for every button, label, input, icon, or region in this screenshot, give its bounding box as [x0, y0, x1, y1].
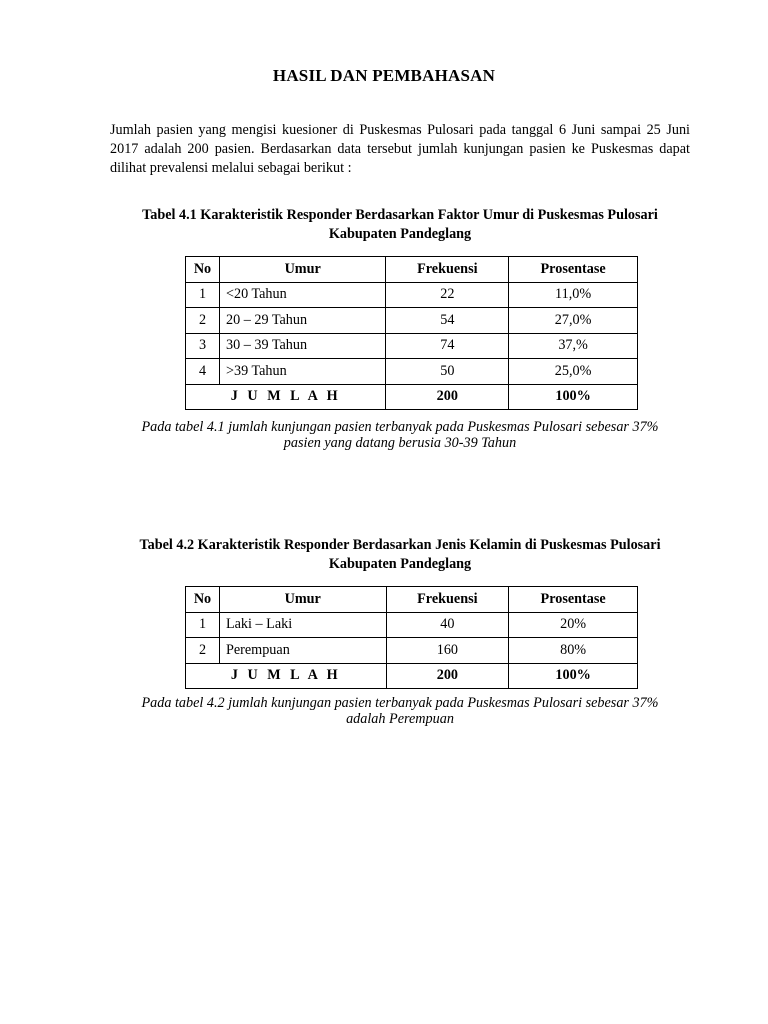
intro-paragraph: Jumlah pasien yang mengisi kuesioner di Puskesmas Pulosari pada tanggal 6 Juni sampai 25 Juni 2017 adalah 200 pasien. Berdasarkan data tersebut jumlah kunjungan pasien ke Puskesmas dapat dilihat prevalensi melalui sebagai berikut : — [110, 122, 690, 176]
row-no: 1 — [186, 612, 220, 638]
row-no: 2 — [186, 308, 220, 334]
table1-header-frequency: Frekuensi — [386, 257, 509, 283]
table2-note-line2: adalah Perempuan — [346, 711, 454, 727]
table2-header-category: Umur — [219, 587, 386, 613]
total-label: J U M L A H — [186, 384, 386, 410]
row-frequency: 22 — [386, 282, 509, 308]
row-percentage: 11,0% — [509, 282, 638, 308]
total-frequency: 200 — [386, 384, 509, 410]
table2-caption — [100, 536, 700, 574]
table1 — [185, 256, 638, 410]
table2-header-row — [186, 587, 638, 613]
table1-caption-line1: Tabel 4.1 Karakteristik Responder Berdasarkan Faktor Umur di Puskesmas Pulosari — [142, 207, 658, 223]
row-category: >39 Tahun — [219, 359, 385, 385]
table2-note — [100, 695, 700, 727]
table2-total-row — [186, 663, 638, 689]
row-frequency: 54 — [386, 308, 509, 334]
table-row — [186, 308, 638, 334]
total-percentage: 100% — [509, 384, 638, 410]
table-row — [186, 282, 638, 308]
row-percentage: 80% — [509, 638, 638, 664]
row-frequency: 160 — [386, 638, 509, 664]
table1-note — [100, 419, 700, 451]
table1-note-line2: pasien yang datang berusia 30-39 Tahun — [283, 435, 517, 451]
row-no: 3 — [186, 333, 220, 359]
table1-header-percentage: Prosentase — [509, 257, 638, 283]
table1-caption-line2: Kabupaten Pandeglang — [328, 226, 472, 242]
row-category: 30 – 39 Tahun — [219, 333, 385, 359]
table-row — [186, 333, 638, 359]
row-category: Perempuan — [219, 638, 386, 664]
row-percentage: 27,0% — [509, 308, 638, 334]
page-title: HASIL DAN PEMBAHASAN — [272, 66, 496, 85]
row-no: 2 — [186, 638, 220, 664]
table2-header-percentage: Prosentase — [509, 587, 638, 613]
table2-header-frequency: Frekuensi — [386, 587, 509, 613]
total-label: J U M L A H — [186, 663, 387, 689]
row-percentage: 20% — [509, 612, 638, 638]
row-category: <20 Tahun — [219, 282, 385, 308]
table1-total-row — [186, 384, 638, 410]
table1-note-line1: Pada tabel 4.1 jumlah kunjungan pasien terbanyak pada Puskesmas Pulosari sebesar 37% — [141, 419, 659, 435]
row-category: 20 – 29 Tahun — [219, 308, 385, 334]
table2-caption-line1: Tabel 4.2 Karakteristik Responder Berdasarkan Jenis Kelamin di Puskesmas Pulosari — [139, 537, 661, 553]
row-percentage: 37,% — [509, 333, 638, 359]
row-frequency: 50 — [386, 359, 509, 385]
row-frequency: 40 — [386, 612, 509, 638]
table-row — [186, 359, 638, 385]
table2-caption-line2: Kabupaten Pandeglang — [328, 556, 472, 572]
row-percentage: 25,0% — [509, 359, 638, 385]
table1-header-category: Umur — [219, 257, 385, 283]
total-percentage: 100% — [509, 663, 638, 689]
row-no: 1 — [186, 282, 220, 308]
table1-header-row — [186, 257, 638, 283]
table2 — [185, 586, 638, 689]
table-row — [186, 638, 638, 664]
row-no: 4 — [186, 359, 220, 385]
table2-header-no: No — [186, 587, 220, 613]
total-frequency: 200 — [386, 663, 509, 689]
table-row — [186, 612, 638, 638]
table2-note-line1: Pada tabel 4.2 jumlah kunjungan pasien terbanyak pada Puskesmas Pulosari sebesar 37% — [141, 695, 659, 711]
row-category: Laki – Laki — [219, 612, 386, 638]
table1-caption — [100, 206, 700, 244]
row-frequency: 74 — [386, 333, 509, 359]
table1-header-no: No — [186, 257, 220, 283]
